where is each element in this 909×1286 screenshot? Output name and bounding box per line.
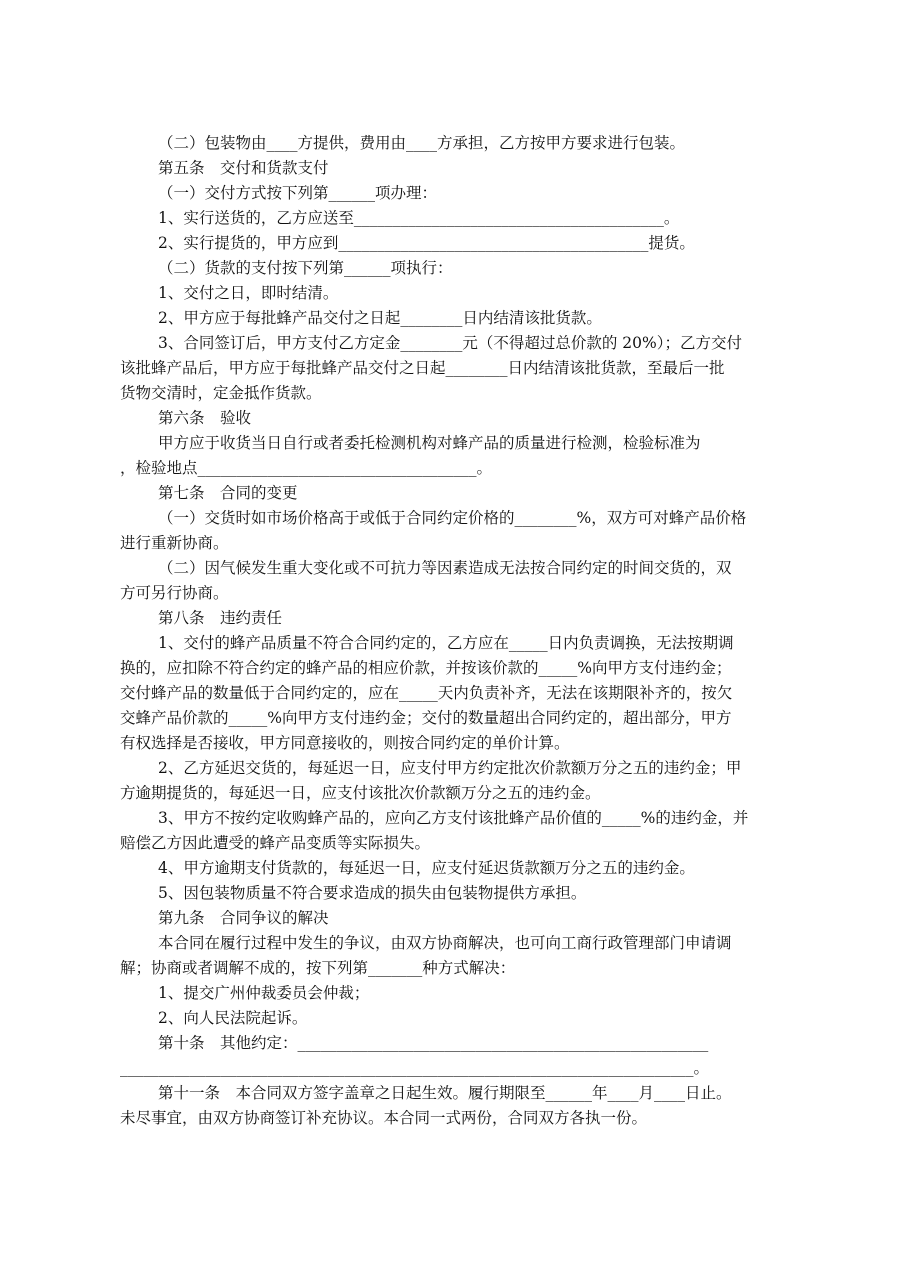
text-line: 进行重新协商。 bbox=[120, 534, 229, 552]
text-line: 2、甲方应于每批蜂产品交付之日起________日内结清该批货款。 bbox=[158, 309, 602, 327]
text-line: 交付蜂产品的数量低于合同约定的，应在_____天内负责补齐，无法在该期限补齐的，按欠 bbox=[120, 684, 733, 702]
text-line: （一）交货时如市场价格高于或低于合同约定价格的________%，双方可对蜂产品价格 bbox=[158, 509, 747, 527]
text-line: （二）因气候发生重大变化或不可抗力等因素造成无法按合同约定的时间交货的，双 bbox=[158, 559, 732, 577]
article-heading: 第十条 其他约定：_____________________________________________________ bbox=[158, 1034, 709, 1052]
text-line: 3、甲方不按约定收购蜂产品的，应向乙方支付该批蜂产品价值的_____%的违约金，并 bbox=[158, 809, 749, 827]
text-line: 解；协商或者调解不成的，按下列第_______种方式解决： bbox=[120, 959, 516, 977]
text-line: 本合同在履行过程中发生的争议，由双方协商解决，也可向工商行政管理部门申请调 bbox=[158, 934, 732, 952]
text-line: 换的，应扣除不符合约定的蜂产品的相应价款，并按该价款的_____%向甲方支付违约金； bbox=[120, 659, 732, 677]
text-line: 2、向人民法院起诉。 bbox=[158, 1009, 308, 1027]
text-line: 方逾期提货的，每延迟一日，应支付该批次价款额万分之五的违约金。 bbox=[120, 784, 601, 802]
text-line: 5、因包装物质量不符合要求造成的损失由包装物提供方承担。 bbox=[158, 884, 587, 902]
text-line: ，检验地点____________________________________。 bbox=[120, 459, 493, 477]
article-heading: 第五条 交付和货款支付 bbox=[158, 159, 329, 177]
article-heading: 第八条 违约责任 bbox=[158, 609, 283, 627]
text-line: 2、实行提货的，甲方应到________________________________________提货。 bbox=[158, 234, 695, 252]
text-line: 1、交付的蜂产品质量不符合合同约定的，乙方应在_____日内负责调换，无法按期调 bbox=[158, 634, 734, 652]
text-line: （二）包装物由____方提供，费用由____方承担，乙方按甲方要求进行包装。 bbox=[158, 134, 686, 152]
text-line: __________________________________________________________________________。 bbox=[120, 1059, 710, 1077]
text-line: 未尽事宜，由双方协商签订补充协议。本合同一式两份，合同双方各执一份。 bbox=[120, 1109, 648, 1127]
article-heading: 第九条 合同争议的解决 bbox=[158, 909, 329, 927]
text-line: 赔偿乙方因此遭受的蜂产品变质等实际损失。 bbox=[120, 834, 431, 852]
article-heading: 第七条 合同的变更 bbox=[158, 484, 298, 502]
text-line: 2、乙方延迟交货的，每延迟一日，应支付甲方约定批次价款额万分之五的违约金；甲 bbox=[158, 759, 742, 777]
text-line: 甲方应于收货当日自行或者委托检测机构对蜂产品的质量进行检测，检验标准为 bbox=[158, 434, 701, 452]
text-line: （二）货款的支付按下列第______项执行： bbox=[158, 259, 453, 277]
text-line: （一）交付方式按下列第______项办理： bbox=[158, 184, 438, 202]
text-line: 1、交付之日，即时结清。 bbox=[158, 284, 339, 302]
text-line: 1、提交广州仲裁委员会仲裁； bbox=[158, 984, 370, 1002]
text-line: 方可另行协商。 bbox=[120, 584, 229, 602]
text-line: 3、合同签订后，甲方支付乙方定金________元（不得超过总价款的 20%）；乙方交付 bbox=[158, 334, 742, 352]
text-line: 交蜂产品价款的_____%向甲方支付违约金；交付的数量超出合同约定的，超出部分，甲方 bbox=[120, 709, 732, 727]
text-line: 第十一条 本合同双方签字盖章之日起生效。履行期限至______年____月____日止。 bbox=[158, 1084, 732, 1102]
text-line: 有权选择是否接收，甲方同意接收的，则按合同约定的单价计算。 bbox=[120, 734, 570, 752]
text-line: 货物交清时，定金抵作货款。 bbox=[120, 384, 322, 402]
article-heading: 第六条 验收 bbox=[158, 409, 252, 427]
text-line: 4、甲方逾期支付货款的，每延迟一日，应支付延迟货款额万分之五的违约金。 bbox=[158, 859, 695, 877]
text-line: 该批蜂产品后，甲方应于每批蜂产品交付之日起________日内结清该批货款，至最后一批 bbox=[120, 359, 725, 377]
text-line: 1、实行送货的，乙方应送至________________________________________。 bbox=[158, 209, 680, 227]
